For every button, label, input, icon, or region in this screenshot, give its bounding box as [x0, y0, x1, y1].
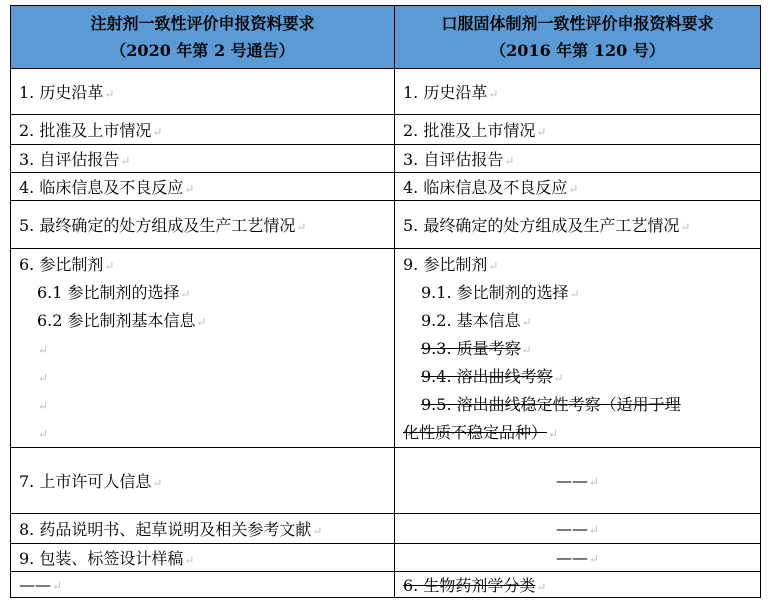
header-oral-solid-title: 口服固体制剂一致性评价申报资料要求 — [441, 14, 714, 33]
table-row — [11, 448, 761, 514]
paragraph-mark: ↵ — [588, 552, 600, 566]
table-row — [11, 173, 761, 201]
list-item — [19, 279, 386, 307]
cell-right — [395, 544, 761, 572]
item-reference: 9. 参比制剂 — [403, 255, 488, 274]
item-reference-basic-info: 6.2 参比制剂基本信息 — [37, 311, 196, 330]
item-dissolution-stability-cont: 化性质不稳定品种） — [403, 423, 548, 442]
cell-right — [395, 448, 761, 514]
item-packaging-label: 9. 包装、标签设计样稿 — [19, 549, 184, 568]
item-formulation: 5. 最终确定的处方组成及生产工艺情况 — [403, 216, 680, 235]
list-item-deleted-continued — [403, 419, 752, 447]
item-mah-info: 7. 上市许可人信息 — [19, 472, 152, 491]
item-dissolution-profile: 9.4. 溶出曲线考察 — [421, 367, 553, 386]
paragraph-mark: ↵ — [488, 87, 499, 101]
item-not-applicable: —— — [555, 548, 588, 567]
item-quality-study: 9.3. 质量考察 — [421, 339, 521, 358]
table-row — [11, 514, 761, 544]
list-item — [403, 307, 752, 335]
paragraph-mark: ↵ — [504, 154, 515, 168]
table-row — [11, 115, 761, 145]
cell-right — [395, 145, 761, 173]
table-row — [11, 544, 761, 572]
paragraph-mark: ↵ — [680, 220, 691, 234]
list-item-deleted — [403, 363, 752, 391]
paragraph-mark: ↵ — [312, 524, 323, 538]
table-row — [11, 572, 761, 598]
paragraph-mark: ↵ — [180, 287, 191, 301]
paragraph-mark: ↵ — [38, 399, 49, 413]
cell-left — [11, 173, 395, 201]
item-clinical-info: 4. 临床信息及不良反应 — [403, 178, 568, 197]
paragraph-mark: ↵ — [569, 287, 580, 301]
item-history: 1. 历史沿革 — [19, 83, 104, 102]
paragraph-mark: ↵ — [184, 553, 195, 567]
header-oral-solid-subtitle: （2016 年第 120 号） — [490, 41, 665, 60]
empty-line — [19, 363, 386, 391]
paragraph-mark: ↵ — [588, 523, 600, 537]
cell-right — [395, 249, 761, 448]
item-not-applicable: —— — [555, 471, 588, 490]
cell-left — [11, 145, 395, 173]
paragraph-mark: ↵ — [521, 343, 532, 357]
item-approval: 2. 批准及上市情况 — [403, 121, 536, 140]
cell-right — [395, 572, 761, 598]
list-item — [403, 251, 752, 279]
item-reference-selection: 6.1 参比制剂的选择 — [37, 283, 180, 302]
empty-line — [19, 391, 386, 419]
paragraph-mark: ↵ — [104, 259, 115, 273]
cell-left — [11, 115, 395, 145]
paragraph-mark: ↵ — [588, 475, 600, 489]
cell-right — [395, 115, 761, 145]
table-header-row — [11, 6, 761, 69]
paragraph-mark: ↵ — [52, 579, 63, 593]
list-item-deleted — [403, 391, 752, 419]
empty-line — [19, 335, 386, 363]
cell-left — [11, 514, 395, 544]
comparison-table — [10, 5, 761, 598]
cell-right — [395, 514, 761, 544]
table-row — [11, 201, 761, 249]
item-package-insert: 8. 药品说明书、起草说明及相关参考文献 — [19, 520, 312, 539]
empty-line — [19, 419, 386, 447]
cell-left — [11, 448, 395, 514]
paragraph-mark: ↵ — [196, 315, 207, 329]
list-item — [19, 307, 386, 335]
list-item-deleted — [403, 335, 752, 363]
cell-right — [395, 69, 761, 115]
cell-right — [395, 201, 761, 249]
item-biopharmaceutics-class: 6. 生物药剂学分类 — [403, 576, 536, 595]
paragraph-mark: ↵ — [38, 343, 49, 357]
item-self-assessment: 3. 自评估报告 — [403, 150, 504, 169]
paragraph-mark: ↵ — [184, 182, 195, 196]
paragraph-mark: ↵ — [104, 87, 115, 101]
item-reference: 6. 参比制剂 — [19, 255, 104, 274]
table-row-reference — [11, 249, 761, 448]
cell-left — [11, 544, 395, 572]
item-basic-info: 9.2. 基本信息 — [421, 311, 521, 330]
paragraph-mark: ↵ — [38, 371, 49, 385]
paragraph-mark: ↵ — [488, 259, 499, 273]
paragraph-mark: ↵ — [296, 220, 307, 234]
cell-left — [11, 249, 395, 448]
item-not-applicable: —— — [555, 519, 588, 538]
table-row — [11, 145, 761, 173]
header-injection-subtitle: （2020 年第 2 号通告） — [110, 41, 295, 60]
cell-left — [11, 572, 395, 598]
item-approval: 2. 批准及上市情况 — [19, 121, 152, 140]
paragraph-mark: ↵ — [536, 125, 547, 139]
item-history: 1. 历史沿革 — [403, 83, 488, 102]
item-formulation: 5. 最终确定的处方组成及生产工艺情况 — [19, 216, 296, 235]
paragraph-mark: ↵ — [120, 154, 131, 168]
list-item — [403, 279, 752, 307]
table-row — [11, 69, 761, 115]
paragraph-mark: ↵ — [553, 371, 564, 385]
paragraph-mark: ↵ — [152, 125, 163, 139]
paragraph-mark: ↵ — [568, 182, 579, 196]
item-clinical-info: 4. 临床信息及不良反应 — [19, 178, 184, 197]
paragraph-mark: ↵ — [521, 315, 532, 329]
paragraph-mark: ↵ — [536, 580, 547, 594]
paragraph-mark: ↵ — [38, 427, 49, 441]
item-self-assessment: 3. 自评估报告 — [19, 150, 120, 169]
cell-left — [11, 201, 395, 249]
item-reference-selection: 9.1. 参比制剂的选择 — [421, 283, 569, 302]
paragraph-mark: ↵ — [152, 476, 163, 490]
cell-left — [11, 69, 395, 115]
header-injection-title: 注射剂一致性评价申报资料要求 — [90, 14, 315, 33]
item-dissolution-stability: 9.5. 溶出曲线稳定性考察（适用于理 — [421, 395, 681, 414]
header-injection — [11, 6, 395, 69]
list-item — [19, 251, 386, 279]
cell-right — [395, 173, 761, 201]
header-oral-solid — [395, 6, 761, 69]
paragraph-mark: ↵ — [548, 427, 559, 441]
item-not-applicable: —— — [19, 575, 51, 594]
